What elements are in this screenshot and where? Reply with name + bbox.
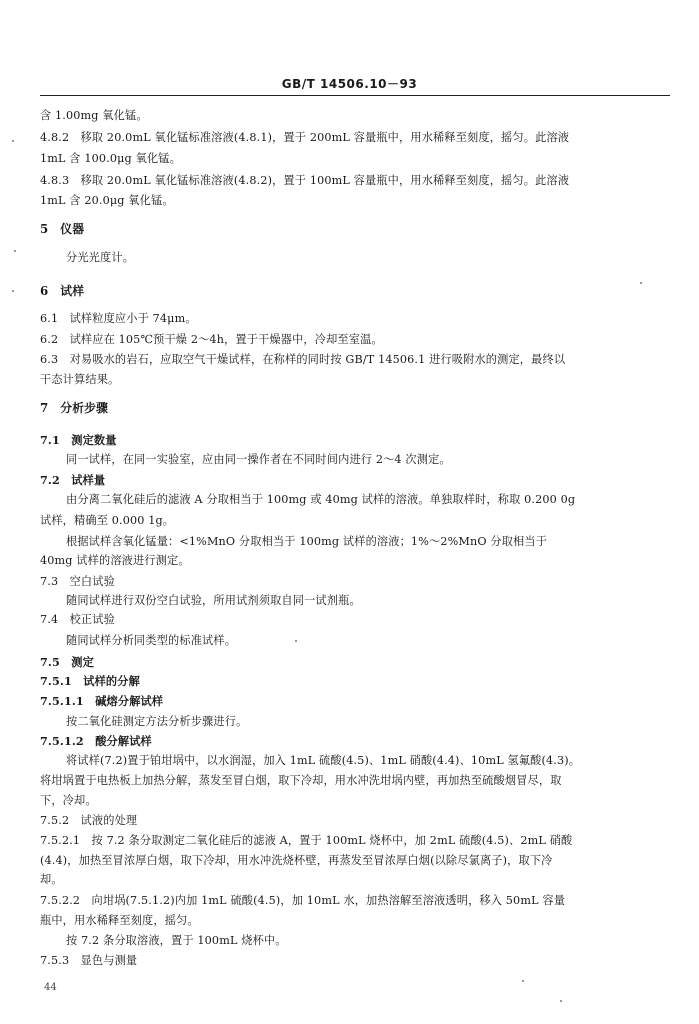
header-rule — [40, 95, 670, 96]
subsection-heading: 7.5.3 显色与测量 — [40, 954, 138, 967]
subsection-heading: 7.3 空白试验 — [40, 575, 115, 588]
page-header: GB/T 14506.10－93 — [281, 77, 418, 91]
text-line: 按 7.2 条分取溶液，置于 100mL 烧杯中。 — [66, 934, 287, 947]
section-heading: 7 分析步骤 — [40, 401, 109, 415]
text-line: 将试样(7.2)置于铂坩埚中，以水润湿，加入 1mL 硫酸(4.5)、1mL 硝酸(4.4)、10mL 氢氟酸(4.3)。 — [66, 754, 581, 767]
subsection-heading: 7.5.1.1 碱熔分解试样 — [40, 694, 164, 708]
text-line: 干态计算结果。 — [40, 373, 120, 386]
scan-speck — [12, 290, 14, 292]
text-line: 却。 — [40, 873, 63, 886]
scan-speck — [12, 140, 14, 142]
text-line: 试样，精确至 0.000 1g。 — [40, 514, 175, 527]
subsection-heading: 7.5.1.2 酸分解试样 — [40, 734, 152, 748]
scan-speck — [295, 640, 297, 642]
text-line: (4.4)，加热至冒浓厚白烟，取下冷却，用水冲洗烧杯壁，再蒸发至冒浓厚白烟(以除尽氯离子)，取下冷 — [40, 854, 553, 867]
text-line: 同一试样，在同一实验室，应由同一操作者在不同时间内进行 2～4 次测定。 — [66, 453, 451, 466]
text-line: 含 1.00mg 氧化锰。 — [40, 109, 148, 122]
text-line: 随同试样进行双份空白试验，所用试剂须取自同一试剂瓶。 — [66, 594, 361, 607]
text-line: 瓶中，用水稀释至刻度，摇匀。 — [40, 914, 199, 927]
text-line: 下，冷却。 — [40, 794, 97, 807]
text-line: 1mL 含 100.0μg 氧化锰。 — [40, 152, 181, 165]
subsection-heading: 7.5 测定 — [40, 655, 94, 669]
subsection-heading: 7.2 试样量 — [40, 473, 106, 487]
text-line: 分光光度计。 — [66, 251, 135, 264]
subsection-heading: 7.1 测定数量 — [40, 433, 117, 447]
text-line: 按二氧化硅测定方法分析步骤进行。 — [66, 715, 248, 728]
scan-speck — [522, 980, 524, 982]
text-line: 4.8.3 移取 20.0mL 氧化锰标准溶液(4.8.2)，置于 100mL 容量瓶中，用水稀释至刻度，摇匀。此溶液 — [40, 174, 570, 187]
section-heading: 6 试样 — [40, 284, 85, 298]
text-line: 40mg 试样的溶液进行测定。 — [40, 554, 190, 567]
text-line: 6.2 试样应在 105℃预干燥 2～4h，置于干燥器中，冷却至室温。 — [40, 333, 383, 346]
text-line: 6.1 试样粒度应小于 74μm。 — [40, 312, 197, 325]
text-line: 7.5.2.2 向坩埚(7.5.1.2)内加 1mL 硫酸(4.5)，加 10mL 水，加热溶解至溶液透明，移入 50mL 容量 — [40, 894, 566, 907]
text-line: 由分离二氧化硅后的滤液 A 分取相当于 100mg 或 40mg 试样的溶液。单独取样时，称取 0.200 0g — [66, 493, 576, 506]
subsection-heading: 7.5.1 试样的分解 — [40, 674, 140, 688]
subsection-heading: 7.5.2 试液的处理 — [40, 814, 138, 827]
scan-speck — [14, 250, 16, 252]
text-line: 4.8.2 移取 20.0mL 氧化锰标准溶液(4.8.1)，置于 200mL 容量瓶中，用水稀释至刻度，摇匀。此溶液 — [40, 131, 570, 144]
text-line: 根据试样含氧化锰量：<1%MnO 分取相当于 100mg 试样的溶液；1%～2%MnO 分取相当于 — [66, 535, 548, 548]
text-line: 1mL 含 20.0μg 氧化锰。 — [40, 194, 174, 207]
text-line: 随同试样分析同类型的标准试样。 — [66, 634, 237, 647]
section-heading: 5 仪器 — [40, 222, 85, 236]
text-line: 将坩埚置于电热板上加热分解，蒸发至冒白烟，取下冷却，用水冲洗坩埚内壁，再加热至硫酸烟冒尽，取 — [40, 774, 562, 787]
scan-speck — [640, 282, 642, 284]
text-line: 6.3 对易吸水的岩石，应取空气干燥试样，在称样的同时按 GB/T 14506.1 进行吸附水的测定，最终以 — [40, 353, 566, 366]
text-line: 7.5.2.1 按 7.2 条分取测定二氧化硅后的滤液 A，置于 100mL 烧杯中，加 2mL 硫酸(4.5)、2mL 硝酸 — [40, 834, 573, 847]
page-number: 44 — [44, 982, 57, 993]
scan-speck — [560, 1000, 562, 1002]
subsection-heading: 7.4 校正试验 — [40, 613, 115, 626]
